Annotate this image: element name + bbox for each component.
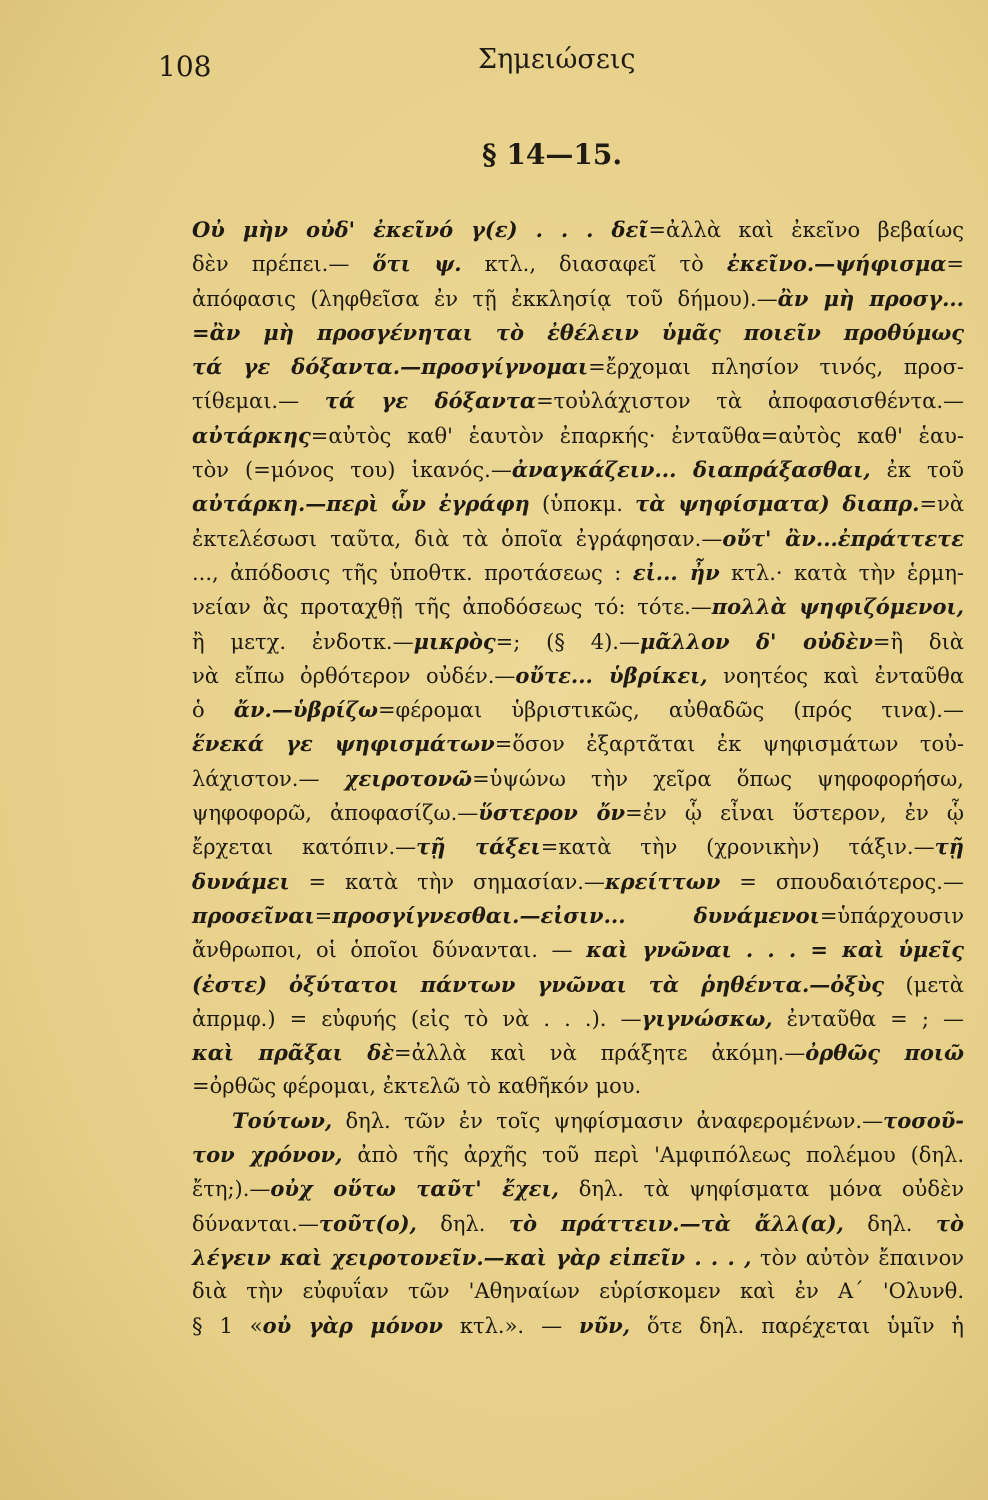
- lemma-text: προσεῖναι: [192, 902, 315, 928]
- lemma-text: ὀρθῶς ποιῶ: [805, 1040, 965, 1066]
- note-text: δὲν πρέπει.—: [192, 252, 373, 277]
- lemma-text: τοῦτ(ο),: [318, 1210, 417, 1236]
- note-text: ἔρχεται κατόπιν.—: [192, 835, 417, 860]
- note-text: =ἐν ᾧ εἶναι ὕστερον, ἐν ᾧ: [625, 801, 964, 826]
- note-text: =ὑπάρχουσιν: [819, 903, 964, 928]
- text-line: [192, 419, 964, 453]
- text-line: [192, 453, 964, 487]
- text-line: [192, 1275, 964, 1308]
- lemma-text: ὕστερον ὄν: [478, 800, 626, 826]
- lemma-text: νῦν,: [579, 1312, 631, 1338]
- note-text: =ὅσον ἐξαρτᾶται ἐκ ψηφισμάτων τοὐ-: [494, 732, 964, 757]
- page-number: 108: [158, 50, 212, 83]
- text-line: [192, 933, 964, 967]
- text-line: [192, 625, 964, 659]
- lemma-text: =ἂν μὴ προσγένηται τὸ ἐθέλειν ὑμᾶς ποιεῖν προθύμως: [192, 319, 964, 345]
- lemma-text: ἐκεῖνο.—ψήφισμα: [726, 251, 947, 277]
- lemma-text: τά γε δόξαντα: [324, 388, 537, 414]
- note-text: ὁ: [192, 698, 234, 723]
- note-text: τὸν αὐτὸν ἔπαινον: [751, 1245, 964, 1270]
- lemma-text: τῇ: [934, 834, 964, 860]
- note-text: τίθεμαι.—: [192, 389, 325, 414]
- text-line: [192, 693, 964, 727]
- text-line: [192, 487, 964, 521]
- lemma-text: τοσοῦ-: [883, 1107, 964, 1133]
- text-line: [192, 796, 964, 830]
- lemma-text: χειροτονῶ: [344, 765, 473, 791]
- text-line: [192, 865, 964, 899]
- text-line: [192, 556, 964, 590]
- lemma-text: καὶ πρᾶξαι δὲ: [192, 1040, 395, 1066]
- lemma-text: κρείττων: [604, 868, 721, 894]
- note-text: λάχιστον.—: [192, 766, 345, 791]
- text-line: [192, 384, 964, 418]
- lemma-text: δυνάμει: [192, 868, 290, 894]
- lemma-text: οὐχ οὕτω ταῦτ' ἔχει,: [270, 1176, 559, 1202]
- note-text: ἢ μετχ. ἐνδοτκ.—: [192, 629, 414, 654]
- note-text: =ἔρχομαι πλησίον τινός, προσ-: [588, 355, 965, 380]
- lemma-text: Τούτων,: [232, 1107, 333, 1133]
- lemma-text: ἄν.—ὑβρίζω: [233, 697, 378, 723]
- note-text: =νὰ: [919, 492, 964, 517]
- lemma-text: ὅτι ψ.: [372, 251, 462, 277]
- lemma-text: τά γε δόξαντα.—προσγίγνομαι: [192, 354, 589, 380]
- text-line: [192, 968, 964, 1002]
- note-text: δηλ.: [416, 1211, 509, 1236]
- lemma-text: τὸ: [935, 1210, 965, 1236]
- text-line: [192, 247, 964, 281]
- note-text: ἀπρμφ.) = εὐφυής (εἰς τὸ νὰ . . .). —: [192, 1006, 642, 1031]
- note-text: =ἢ διὰ: [872, 629, 964, 654]
- text-line: [192, 659, 964, 693]
- note-text: § 1 «: [192, 1313, 263, 1338]
- lemma-text: οὔτε... ὑβρίκει,: [515, 662, 708, 688]
- lemma-text: τὰ ψηφίσματα) διαπρ.: [635, 491, 920, 517]
- note-text: νείαν ἂς προταχθῇ τῆς ἀποδόσεως τό: τότε.—: [192, 595, 712, 620]
- note-text: δύνανται.—: [192, 1211, 319, 1236]
- text-line: [192, 316, 964, 350]
- text-line: [192, 899, 964, 933]
- lemma-text: αὐτάρκη.—περὶ ὧν ἐγράφη: [192, 491, 530, 517]
- lemma-text: ἕνεκά γε ψηφισμάτων: [192, 731, 495, 757]
- note-text: ἄνθρωποι, οἱ ὁποῖοι δύνανται. —: [192, 938, 587, 963]
- text-line: [192, 830, 964, 864]
- lemma-text: μικρὸς: [413, 628, 496, 654]
- note-text: κτλ.· κατὰ τὴν ἑρμη-: [719, 560, 964, 585]
- text-line: [192, 1241, 964, 1275]
- lemma-text: ἀναγκάζειν... διαπράξασθαι,: [511, 457, 871, 483]
- note-text: (μετὰ: [884, 972, 964, 997]
- note-text: =ἀλλὰ καὶ νὰ πράξητε ἀκόμη.—: [394, 1041, 806, 1066]
- text-line: [192, 762, 964, 796]
- section-heading: § 14—15.: [482, 138, 623, 171]
- note-text: (ὑποκμ.: [529, 492, 636, 517]
- note-text: =ἀλλὰ καὶ ἐκεῖνο βεβαίως: [648, 218, 964, 242]
- lemma-text: οὔτ' ἂν...ἐπράττετε: [722, 525, 964, 551]
- note-text: ἐνταῦθα = ; —: [772, 1006, 964, 1031]
- text-line: [192, 1138, 964, 1172]
- notes-body: [192, 213, 964, 1343]
- lemma-text: καὶ γνῶναι . . . = καὶ ὑμεῖς: [586, 937, 965, 963]
- lemma-text: γιγνώσκω,: [641, 1005, 773, 1031]
- text-line: [192, 1002, 964, 1036]
- text-line: [192, 1036, 964, 1070]
- text-line: [192, 590, 964, 624]
- text-line: [192, 282, 964, 316]
- note-text: = σπουδαιότερος.—: [720, 869, 964, 894]
- text-line: [192, 727, 964, 761]
- note-text: ἐκ τοῦ: [870, 458, 964, 483]
- lemma-text: προσγίγνεσθαι.—εἰσιν... δυνάμενοι: [332, 902, 820, 928]
- page-header: [0, 40, 988, 90]
- note-text: =τοὐλάχιστον τὰ ἀποφασισθέντα.—: [536, 389, 964, 414]
- text-line: [192, 1070, 964, 1103]
- note-text: ..., ἀπόδοσις τῆς ὑποθτκ. προτάσεως :: [192, 560, 633, 585]
- lemma-text: μᾶλλον δ' οὐδὲν: [639, 628, 873, 654]
- text-line: [192, 1309, 964, 1343]
- lemma-text: (ἐστε) ὀξύτατοι πάντων γνῶναι τὰ ῥηθέντα.—ὀξὺς: [192, 971, 885, 997]
- text-line: [192, 1104, 964, 1138]
- note-text: δηλ.: [843, 1211, 936, 1236]
- lemma-text: Οὐ μὴν οὐδ' ἐκεῖνό γ(ε) . . . δεῖ: [192, 217, 649, 242]
- lemma-text: λέγειν καὶ χειροτονεῖν.—καὶ γὰρ εἰπεῖν . . . ,: [192, 1244, 752, 1270]
- note-text: =: [946, 252, 964, 277]
- lemma-text: τὸ πράττειν.—τὰ ἄλλ(α),: [508, 1210, 844, 1236]
- note-text: τὸν (=μόνος του) ἱκανός.—: [192, 458, 512, 483]
- note-text: δηλ. τὰ ψηφίσματα μόνα οὐδὲν: [558, 1177, 964, 1202]
- text-line: [192, 213, 964, 247]
- note-text: νὰ εἴπω ὀρθότερον οὐδέν.—: [192, 663, 516, 688]
- lemma-text: τῇ τάξει: [416, 834, 541, 860]
- text-line: [192, 1172, 964, 1206]
- note-text: νοητέος καὶ ἐνταῦθα: [707, 663, 964, 688]
- running-title: Σημειώσεις: [478, 44, 636, 75]
- note-text: ψηφοφορῶ, ἀποφασίζω.—: [192, 801, 479, 826]
- note-text: ἀπόφασις (ληφθεῖσα ἐν τῇ ἐκκλησίᾳ τοῦ δήμου).—: [192, 286, 778, 311]
- lemma-text: πολλὰ ψηφιζόμενοι,: [711, 594, 964, 620]
- note-text: =αὐτὸς καθ' ἑαυτὸν ἐπαρκής· ἐνταῦθα=αὐτὸς καθ' ἑαυ-: [310, 423, 964, 448]
- note-text: ἐκτελέσωσι ταῦτα, διὰ τὰ ὁποῖα ἐγράφησαν.—: [192, 526, 723, 551]
- note-text: ἔτη;).—: [192, 1177, 271, 1202]
- note-text: ἀπὸ τῆς ἀρχῆς τοῦ περὶ 'Αμφιπόλεως πολέμου (δηλ.: [342, 1143, 965, 1168]
- note-text: διὰ τὴν εὐφυΐαν τῶν 'Αθηναίων εὑρίσκομεν καὶ ἐν Α΄ 'Ολυνθ.: [192, 1279, 964, 1304]
- note-text: κτλ.». —: [442, 1313, 580, 1338]
- note-text: δηλ. τῶν ἐν τοῖς ψηφίσμασιν ἀναφερομένων.—: [332, 1108, 884, 1133]
- note-text: =ὀρθῶς φέρομαι, ἐκτελῶ τὸ καθῆκόν μου.: [192, 1074, 642, 1099]
- lemma-text: αὐτάρκης: [192, 422, 311, 448]
- lemma-text: τον χρόνον,: [192, 1142, 343, 1168]
- note-text: =κατὰ τὴν (χρονικὴν) τάξιν.—: [540, 835, 935, 860]
- note-text: =φέρομαι ὑβριστικῶς, αὐθαδῶς (πρός τινα).—: [377, 698, 964, 723]
- text-line: [192, 1207, 964, 1241]
- note-text: =; (§ 4).—: [495, 629, 640, 654]
- text-line: [192, 522, 964, 556]
- lemma-text: οὐ γὰρ μόνον: [262, 1312, 443, 1338]
- lemma-text: ἂν μὴ προσγ...: [777, 285, 964, 311]
- note-text: =ὑψώνω τὴν χεῖρα ὅπως ψηφοφορήσω,: [472, 766, 964, 791]
- note-text: =: [314, 903, 333, 928]
- note-text: ὅτε δηλ. παρέχεται ὑμῖν ἡ: [630, 1313, 965, 1338]
- note-text: = κατὰ τὴν σημασίαν.—: [289, 869, 605, 894]
- text-line: [192, 350, 964, 384]
- lemma-text: εἰ... ἦν: [632, 559, 720, 585]
- note-text: κτλ., διασαφεῖ τὸ: [461, 252, 727, 277]
